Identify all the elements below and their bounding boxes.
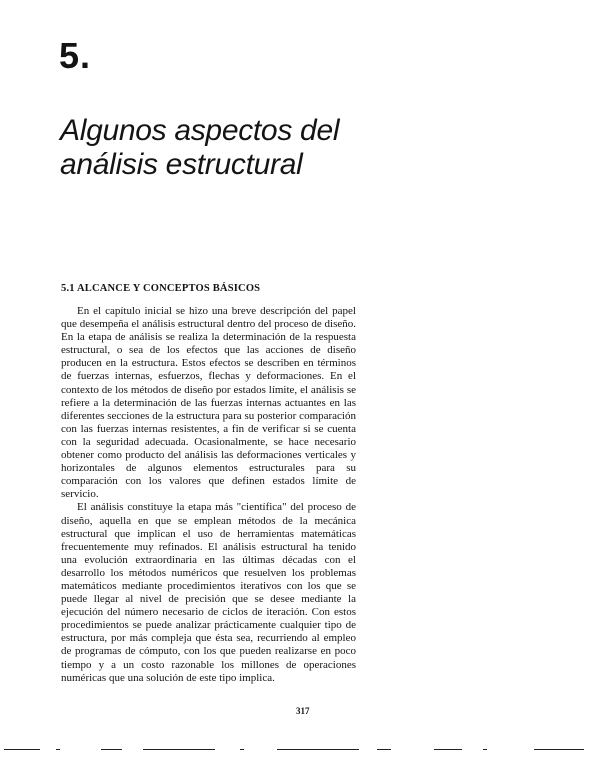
chapter-number: 5.: [59, 35, 92, 76]
scan-rule-8: [434, 749, 462, 750]
chapter-title: Algunos aspectos del análisis estructural: [60, 114, 340, 181]
scan-rule-1: [4, 749, 40, 750]
scan-rule-3: [101, 749, 122, 750]
paragraph-1: En el capítulo inicial se hizo una breve descripción del papel que desempeña el análisis estructural dentro del proceso de diseño. En la etapa de análisis se realiza la determinación de la respuesta estructural, o sea de los efectos que las acciones de diseño producen en la estructura. Estos efectos se describen en términos de fuerzas internas, esfuerzos, flechas y deformaciones. En el contexto de los métodos de diseño por estados límite, el análisis se refiere a la determinación de las fuerzas internas actuantes en las diferentes secciones de la estructura para su posterior comparación con las fuerzas internas resistentes, a fin de verificar si se cuenta con la seguridad adecuada. Ocasionalmente, se hace necesario obtener como producto del análisis las deformaciones verticales y horizontales de algunos elementos estructurales para su comparación con los valores que definen estados límite de servicio.: [61, 305, 356, 501]
page-number: 317: [296, 706, 310, 716]
scan-rule-7: [377, 749, 391, 750]
scan-rule-4: [143, 749, 215, 750]
scan-rule-10: [534, 749, 584, 750]
scan-rule-9: [483, 749, 487, 750]
scan-rule-2: [56, 749, 60, 750]
scan-rule-6: [277, 749, 359, 750]
scan-rule-5: [240, 749, 244, 750]
body-text: [61, 305, 356, 685]
section-heading: 5.1 ALCANCE Y CONCEPTOS BÁSICOS: [61, 283, 261, 294]
paragraph-2: El análisis constituye la etapa más "científica" del proceso de diseño, aquella en que se emplean métodos de la mecánica estructural que implican el uso de herramientas matemáticas frecuentemente muy refinados. El análisis estructural ha tenido una evolución extraordinaria en las últimas décadas con el desarrollo los métodos numéricos que resuelven los problemas matemáticos mediante procedimientos iterativos con los que se puede llegar al nivel de precisión que se desee mediante la ejecución del número necesario de ciclos de iteración. Con estos procedimientos se puede analizar prácticamente cualquier tipo de estructura, por más compleja que ésta sea, recurriendo al empleo de programas de cómputo, con los que pueden realizarse en poco tiempo y a un costo razonable los millones de operaciones numéricas que una solución de este tipo implica.: [61, 501, 356, 684]
